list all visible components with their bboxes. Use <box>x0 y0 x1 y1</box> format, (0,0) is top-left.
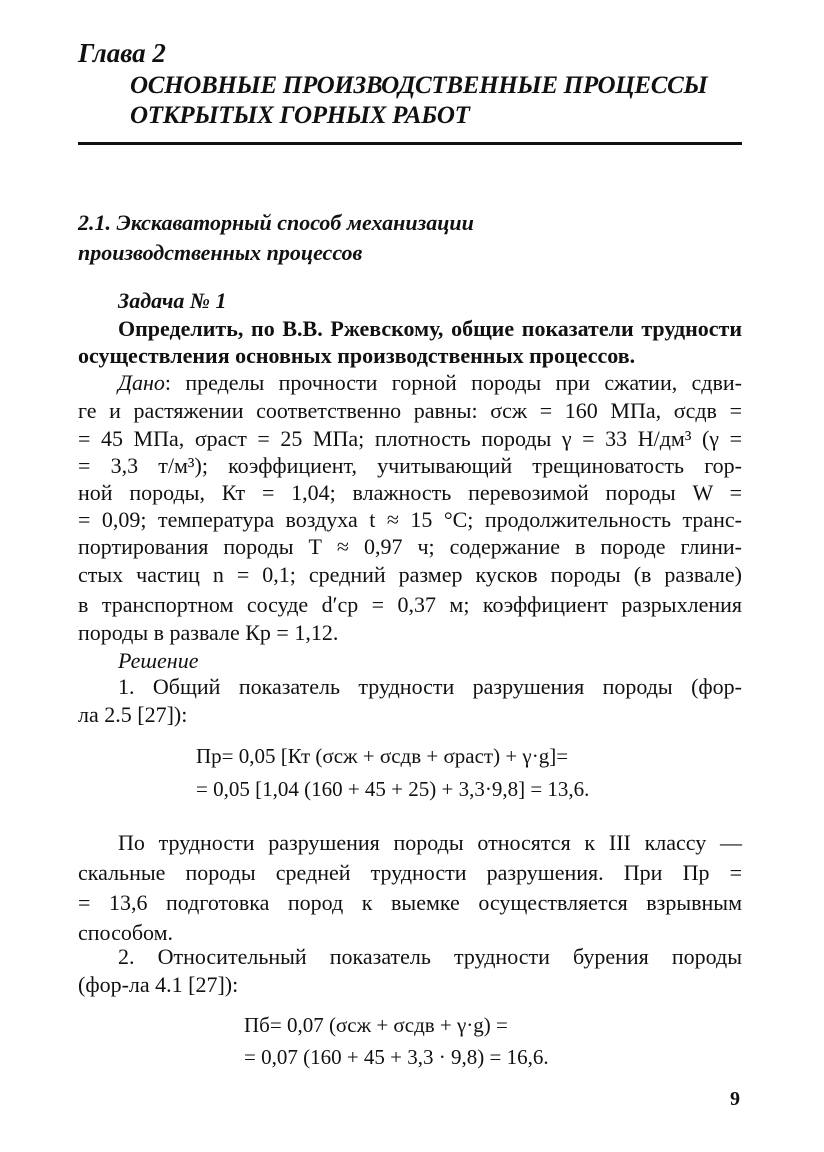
given-line-9: породы в развале Кр = 1,12. <box>78 620 339 645</box>
step2-line2: (фор-ла 4.1 [27]): <box>78 972 239 997</box>
chapter-title-line1: ОСНОВНЫЕ ПРОИЗВОДСТВЕННЫЕ ПРОЦЕССЫ <box>130 72 708 99</box>
equation2-line2: = 0,07 (160 + 45 + 3,3 · 9,8) = 16,6. <box>244 1045 549 1069</box>
given-line-6: портирования породы Т ≈ 0,97 ч; содержание в породе глини- <box>78 534 742 559</box>
section-title-line2: производственных процессов <box>78 240 363 265</box>
solution-label: Решение <box>118 648 199 673</box>
given-line-7: стых частиц n = 0,1; средний размер кусков породы (в развале) <box>78 562 742 587</box>
step2-line1: 2. Относительный показатель трудности бурения породы <box>118 944 742 969</box>
given-line-3: = 3,3 т/м³); коэффициент, учитывающий трещиноватость гор- <box>78 453 742 478</box>
para2-line3: способом. <box>78 920 174 945</box>
equation1-line2: = 0,05 [1,04 (160 + 45 + 25) + 3,3·9,8] = 13,6. <box>196 777 590 801</box>
equation1-line1: Пр= 0,05 [Кт (σсж + σсдв + σраст) + γ·g]= <box>196 744 569 768</box>
page-number: 9 <box>730 1088 740 1110</box>
given-line-4: ной породы, Кт = 1,04; влажность перевозимой породы W = <box>78 480 742 505</box>
given-label: Дано <box>118 370 165 395</box>
equation2-line1: Пб= 0,07 (σсж + σсдв + γ·g) = <box>244 1013 508 1037</box>
task-statement-line1: Определить, по В.В. Ржевскому, общие показатели трудности <box>118 316 742 341</box>
chapter-divider <box>78 142 742 145</box>
para2-line2: = 13,6 подготовка пород к выемке осуществляется взрывным <box>78 890 742 915</box>
para2-line1: скальные породы средней трудности разрушения. При Пр = <box>78 860 742 885</box>
section-title-line1: 2.1. Экскаваторный способ механизации <box>78 210 474 235</box>
step1-line2: ла 2.5 [27]): <box>78 702 188 727</box>
given-line-8: в транспортном сосуде d′ср = 0,37 м; коэффициент разрыхления <box>78 592 742 617</box>
given-line-2: = 45 МПа, σраст = 25 МПа; плотность породы γ = 33 Н/дм³ (γ = <box>78 426 742 451</box>
given-text-0: : пределы прочности горной породы при сжатии, сдви- <box>164 370 742 395</box>
para2-line0: По трудности разрушения породы относятся к III классу — <box>118 830 742 855</box>
task-statement-line2: осуществления основных производственных процессов. <box>78 343 636 368</box>
given-line-0 <box>118 368 742 398</box>
given-line-1: ге и растяжении соответственно равны: σсж = 160 МПа, σсдв = <box>78 398 742 423</box>
given-line-5: = 0,09; температура воздуха t ≈ 15 °С; продолжительность транс- <box>78 507 742 532</box>
task-label: Задача № 1 <box>118 288 227 313</box>
step1-line1: 1. Общий показатель трудности разрушения породы (фор- <box>118 674 742 699</box>
chapter-label: Глава 2 <box>78 38 166 68</box>
chapter-title-line2: ОТКРЫТЫХ ГОРНЫХ РАБОТ <box>130 102 470 129</box>
